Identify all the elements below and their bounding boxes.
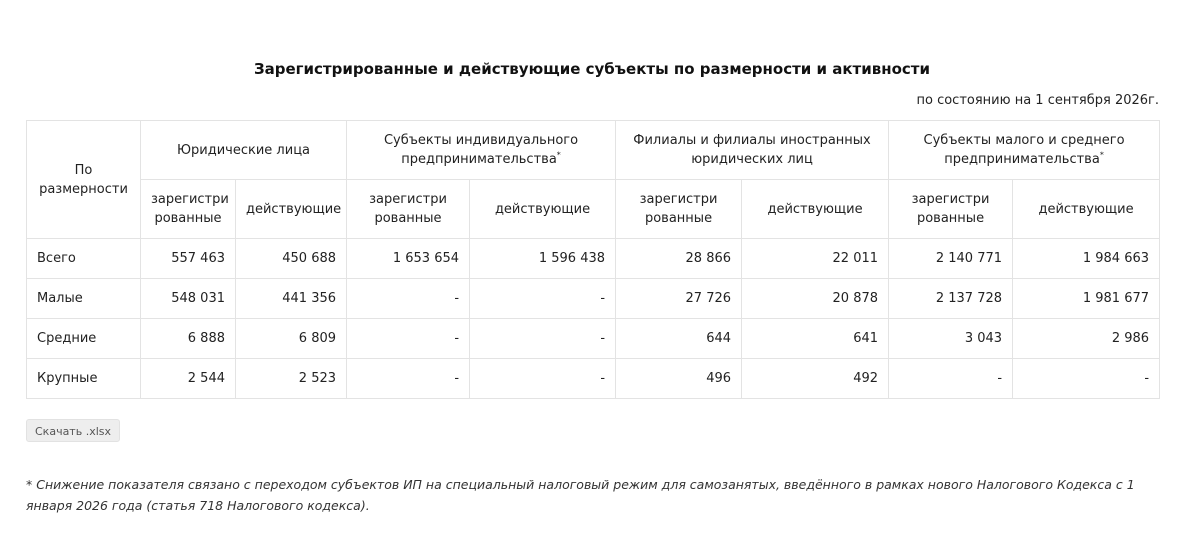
table-cell: 6 809 [236,319,347,359]
table-row [27,239,1160,279]
table-cell: - [470,359,616,399]
table-cell: 6 888 [141,319,236,359]
group-header-label: Субъекты индивидуального предпринимательства [383,133,579,167]
table-cell: 644 [616,319,742,359]
table-cell: 1 981 677 [1013,279,1160,319]
table-cell: 28 866 [616,239,742,279]
table-cell: - [347,359,470,399]
table-cell: 2 986 [1013,319,1160,359]
table-cell: 2 137 728 [889,279,1013,319]
subheader-active: действующие [236,180,347,239]
statistics-table [26,120,1160,399]
subheader-active: действующие [1013,180,1160,239]
row-header-size [27,121,141,239]
as-of-date: по состоянию на 1 сентября 2026г. [916,93,1159,108]
table-cell: - [889,359,1013,399]
table-cell: 2 140 771 [889,239,1013,279]
table-cell: 1 653 654 [347,239,470,279]
page-title: Зарегистрированные и действующие субъекты по размерности и активности [253,60,931,78]
table-cell: 2 523 [236,359,347,399]
table-cell: - [470,319,616,359]
row-label: Средние [27,319,141,359]
subheader-registered: зарегистри рованные [616,180,742,239]
group-header-label: Субъекты малого и среднего предпринимательства [923,133,1125,167]
table-cell: - [470,279,616,319]
table-cell: 496 [616,359,742,399]
group-header-sme [889,121,1160,180]
table-row [27,319,1160,359]
table-cell: 1 596 438 [470,239,616,279]
subheader-registered: зарегистри рованные [889,180,1013,239]
table-cell: 20 878 [742,279,889,319]
row-label: Крупные [27,359,141,399]
footnote-marker: * [1099,150,1104,160]
table-cell: 548 031 [141,279,236,319]
table-cell: - [347,279,470,319]
table-cell: - [347,319,470,359]
table-cell: 27 726 [616,279,742,319]
table-row [27,359,1160,399]
table-cell: 450 688 [236,239,347,279]
subheader-active: действующие [742,180,889,239]
group-header-label: Филиалы и филиалы иностранных юридических лиц [633,133,871,167]
table-cell: 2 544 [141,359,236,399]
group-header-label: Юридические лица [177,142,311,158]
table-row [27,279,1160,319]
footnote: * Снижение показателя связано с переходом субъектов ИП на специальный налоговый режим для самозанятых, введённого в рамках нового Налогового Кодекса с 1 января 2026 года (статья 718 Налогового кодекса). [26,477,1135,513]
footnote-marker: * [556,150,561,160]
table-cell: 441 356 [236,279,347,319]
table-cell: - [1013,359,1160,399]
table-cell: 492 [742,359,889,399]
table-cell: 1 984 663 [1013,239,1160,279]
subheader-registered: зарегистри рованные [141,180,236,239]
subheader-registered: зарегистри рованные [347,180,470,239]
table-cell: 557 463 [141,239,236,279]
download-xlsx-button[interactable]: Скачать .xlsx [26,419,120,442]
subheader-active: действующие [470,180,616,239]
row-label: Всего [27,239,141,279]
row-label: Малые [27,279,141,319]
table-cell: 22 011 [742,239,889,279]
table-cell: 641 [742,319,889,359]
group-header-branches [616,121,889,180]
table-cell: 3 043 [889,319,1013,359]
group-header-legal-entities [141,121,347,180]
group-header-individual-entrepreneurs [347,121,616,180]
row-header-label: По размерности [39,162,128,197]
